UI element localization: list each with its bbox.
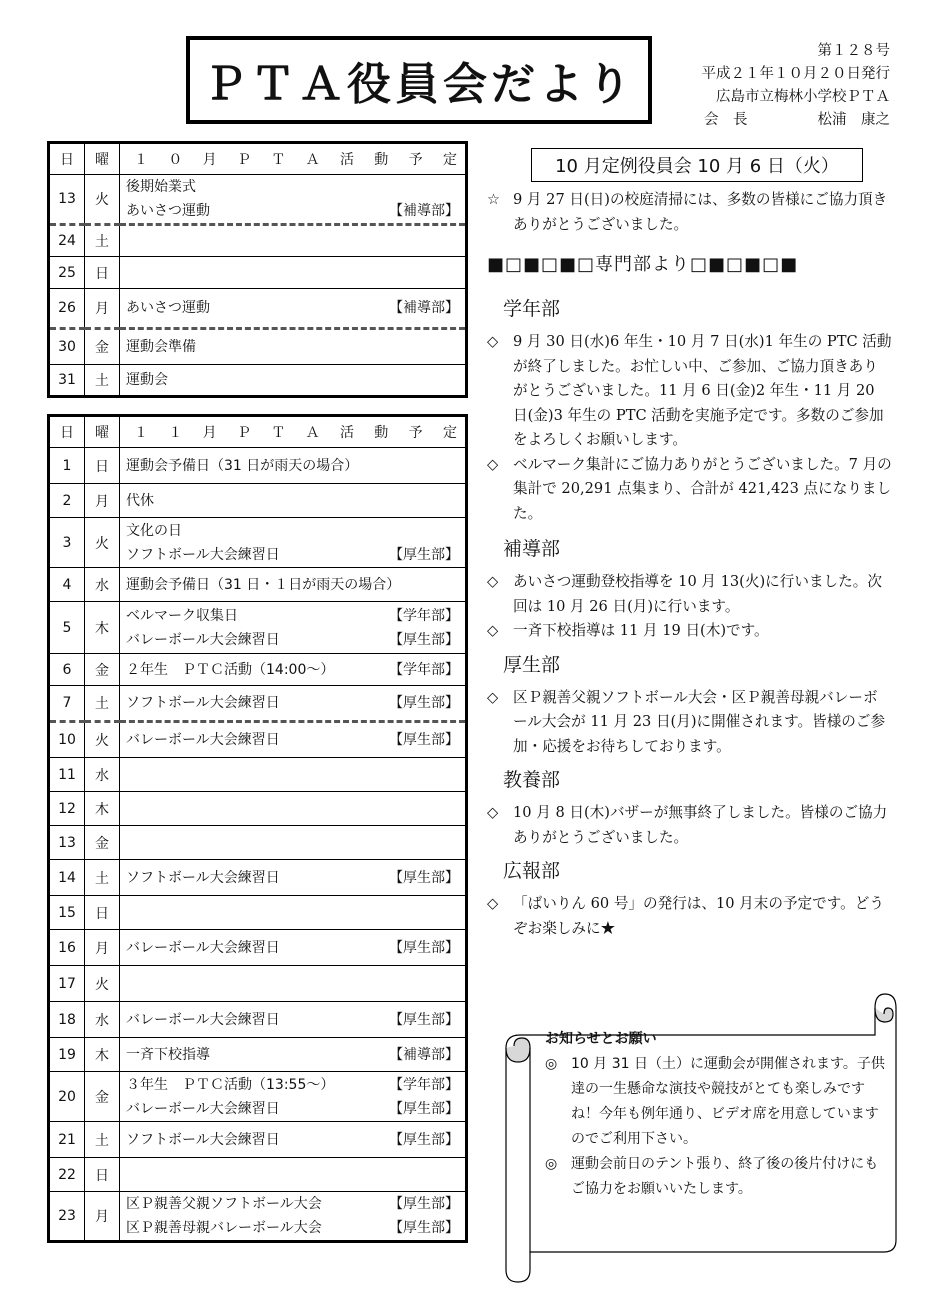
president-label: 会 長 <box>704 112 748 128</box>
title-char: 定 <box>442 152 457 168</box>
day-cell: 6 <box>49 654 85 686</box>
title-char: 動 <box>374 152 389 168</box>
activity-line <box>126 368 459 392</box>
day-cell: 1 <box>49 448 85 484</box>
activity-text: ソフトボール大会練習日 <box>126 1131 280 1148</box>
activity-line <box>126 1043 459 1067</box>
activity-line <box>126 936 459 960</box>
schedule-row <box>49 686 467 722</box>
november-schedule-table <box>47 414 468 1243</box>
weekday-cell: 日 <box>85 896 120 930</box>
notice-item-text: 運動会前日のテント張り、終了後の後片付けにもご協力をお願いいたします。 <box>571 1156 879 1197</box>
schedule-row <box>49 1072 467 1122</box>
weekday-cell: 月 <box>85 930 120 966</box>
day-cell: 23 <box>49 1192 85 1242</box>
weekday-cell: 日 <box>85 257 120 289</box>
activity-line <box>126 335 459 359</box>
weekday-cell: 土 <box>85 860 120 896</box>
diamond-icon: ◇ <box>487 573 499 590</box>
weekday-cell: 金 <box>85 329 120 365</box>
schedule-row <box>49 289 467 329</box>
diamond-icon: ◇ <box>487 455 499 473</box>
activity-text: 区Ｐ親善父親ソフトボール大会 <box>126 1196 322 1212</box>
schedule-row <box>49 1122 467 1158</box>
schedule-row <box>49 896 467 930</box>
activity-line <box>126 1128 459 1152</box>
activity-text: あいさつ運動 <box>126 203 210 219</box>
weekday-cell: 木 <box>85 792 120 826</box>
title-char: １ <box>134 152 148 168</box>
title-char: Ｐ <box>236 425 251 441</box>
day-cell: 2 <box>49 484 85 518</box>
activity-cell <box>120 1038 467 1072</box>
activity-line <box>126 199 459 223</box>
schedule-row <box>49 826 467 860</box>
department-tag: 【厚生部】 <box>389 1100 459 1117</box>
schedule-row <box>49 257 467 289</box>
weekday-cell: 水 <box>85 758 120 792</box>
activity-text: 代休 <box>126 492 154 509</box>
double-circle-icon: ◎ <box>545 1056 558 1072</box>
thanks-note <box>487 188 892 237</box>
department-tag: 【厚生部】 <box>389 1131 459 1148</box>
department-reports <box>487 292 892 941</box>
day-cell: 4 <box>49 568 85 602</box>
activity-line <box>126 175 459 199</box>
president <box>668 109 890 132</box>
title-char: 予 <box>408 425 423 441</box>
notice-item-text: 10 月 31 日（土）に運動会が開催されます。子供達の一生懸命な演技や競技がとても楽しみですね！今年も例年通り、ビデオ席を用意していますのでご利用下さい。 <box>571 1056 885 1147</box>
school-name: 広島市立梅林小学校ＰＴＡ <box>716 89 890 105</box>
activity-cell <box>120 257 467 289</box>
weekday-cell: 土 <box>85 686 120 722</box>
weekday-cell: 火 <box>85 518 120 568</box>
diamond-icon: ◇ <box>487 688 499 706</box>
day-cell: 11 <box>49 758 85 792</box>
day-cell: 10 <box>49 722 85 758</box>
weekday-cell: 金 <box>85 826 120 860</box>
activity-text: ソフトボール大会練習日 <box>126 695 280 711</box>
activity-line <box>126 519 459 543</box>
schedule-row <box>49 1038 467 1072</box>
activity-text: ソフトボール大会練習日 <box>126 546 280 563</box>
activity-cell <box>120 1002 467 1038</box>
report-item <box>487 686 892 760</box>
department-tag: 【補導部】 <box>389 1046 459 1063</box>
day-cell: 22 <box>49 1158 85 1192</box>
department-tag: 【厚生部】 <box>389 732 459 748</box>
weekday-cell: 火 <box>85 722 120 758</box>
activity-cell <box>120 175 467 225</box>
report-text: 10 月 8 日(木)バザーが無事終了しました。皆様のご協力ありがとうございました。 <box>513 804 888 846</box>
day-cell: 5 <box>49 602 85 654</box>
activity-cell <box>120 568 467 602</box>
department-section <box>487 292 892 526</box>
title-char: Ｐ <box>236 152 251 168</box>
report-text: 区Ｐ親善父親ソフトボール大会・区Ｐ親善母親バレーボール大会が 11 月 23 日(月)に開催されます。皆様のご参加・応援をお待ちしております。 <box>513 688 886 755</box>
title-char: ０ <box>168 152 183 168</box>
activity-cell <box>120 225 467 257</box>
activity-cell <box>120 1158 467 1192</box>
activity-line <box>126 1216 459 1240</box>
day-cell: 25 <box>49 257 85 289</box>
double-circle-icon: ◎ <box>545 1156 558 1172</box>
issue-number: 第１２８号 <box>817 43 890 59</box>
activity-cell <box>120 1072 467 1122</box>
day-cell: 12 <box>49 792 85 826</box>
schedule-row <box>49 329 467 365</box>
activity-cell <box>120 896 467 930</box>
day-cell: 18 <box>49 1002 85 1038</box>
weekday-cell: 土 <box>85 1122 120 1158</box>
day-cell: 21 <box>49 1122 85 1158</box>
title-char: 予 <box>408 152 423 168</box>
activity-line <box>126 543 459 567</box>
day-cell: 24 <box>49 225 85 257</box>
activity-cell <box>120 1122 467 1158</box>
president-name: 松浦 康之 <box>817 112 890 128</box>
activity-text: ベルマーク収集日 <box>126 607 238 624</box>
title-char: Ｔ <box>271 425 286 441</box>
notice-item <box>545 1052 885 1152</box>
activity-line <box>126 296 459 320</box>
weekday-cell: 月 <box>85 1192 120 1242</box>
activity-cell <box>120 1192 467 1242</box>
department-section <box>487 532 892 644</box>
title-char: Ｔ <box>271 152 286 168</box>
activity-line <box>126 691 459 715</box>
department-heading: 広報部 <box>503 860 561 882</box>
report-text: 一斉下校指導は 11 月 19 日(木)です。 <box>513 622 769 639</box>
day-cell: 15 <box>49 896 85 930</box>
title-char: 月 <box>202 425 217 441</box>
schedule-row <box>49 448 467 484</box>
diamond-icon: ◇ <box>487 622 499 639</box>
department-tag: 【学年部】 <box>389 661 459 678</box>
activity-cell <box>120 966 467 1002</box>
title-char: 活 <box>339 152 354 168</box>
schedule-row <box>49 365 467 397</box>
activity-line <box>126 604 459 628</box>
newsletter-title-box <box>186 36 652 124</box>
activity-text: バレーボール大会練習日 <box>126 939 280 956</box>
activity-cell <box>120 860 467 896</box>
activity-line <box>126 628 459 652</box>
activity-cell <box>120 365 467 397</box>
weekday-cell: 日 <box>85 1158 120 1192</box>
title-char: 月 <box>202 152 217 168</box>
activity-cell <box>120 654 467 686</box>
activity-text: 運動会 <box>126 372 168 388</box>
activity-cell <box>120 722 467 758</box>
title-char: 活 <box>339 425 354 441</box>
title-char: 定 <box>442 425 457 441</box>
title-char: Ａ <box>305 152 320 168</box>
activity-cell <box>120 930 467 966</box>
schedule-row <box>49 484 467 518</box>
department-tag: 【学年部】 <box>389 1076 459 1093</box>
department-heading: 教養部 <box>503 769 561 791</box>
star-icon: ☆ <box>487 191 501 208</box>
issue-date: 平成２１年１０月２０日発行 <box>701 66 890 82</box>
diamond-icon: ◇ <box>487 804 499 821</box>
weekday-cell: 土 <box>85 225 120 257</box>
activity-line <box>126 489 459 513</box>
department-heading: 厚生部 <box>503 653 561 676</box>
day-cell: 19 <box>49 1038 85 1072</box>
schedule-row <box>49 860 467 896</box>
title-char: １ <box>168 425 183 441</box>
weekday-cell: 火 <box>85 966 120 1002</box>
department-section <box>487 854 892 941</box>
activity-cell <box>120 448 467 484</box>
schedule-row <box>49 1192 467 1242</box>
activity-line <box>126 1097 459 1121</box>
report-item <box>487 801 892 850</box>
activity-text: バレーボール大会練習日 <box>126 1011 280 1028</box>
schedule-row <box>49 518 467 568</box>
activity-text: バレーボール大会練習日 <box>126 631 280 648</box>
diamond-icon: ◇ <box>487 333 499 350</box>
activity-line <box>126 658 459 682</box>
schedule-title-header <box>120 143 467 175</box>
department-heading: 補導部 <box>503 538 561 560</box>
activity-cell <box>120 792 467 826</box>
weekday-cell: 土 <box>85 365 120 397</box>
november-header-row <box>49 416 467 448</box>
day-cell: 13 <box>49 175 85 225</box>
weekday-col-header: 曜 <box>85 143 120 175</box>
schedule-title-header <box>120 416 467 448</box>
activity-line <box>126 1192 459 1216</box>
activity-text: ２年生 ＰＴＣ活動（14:00～） <box>126 661 335 678</box>
weekday-cell: 月 <box>85 484 120 518</box>
report-text: 9 月 30 日(水)6 年生・10 月 7 日(水)1 年生の PTC 活動が終了しました。お忙しい中、ご参加、ご協力頂きありがとうございました。11 月 6 日(金)2 年生・11 月 20 日(金)3 年生の PTC 活動を実施予定です。多数のご参加をよろしくお願いします。 <box>513 333 892 448</box>
day-cell: 7 <box>49 686 85 722</box>
report-text: ベルマーク集計にご協力ありがとうございました。7 月の集計で 20,291 点集まり、合計が 421,423 点になりました。 <box>513 455 892 522</box>
weekday-cell: 日 <box>85 448 120 484</box>
day-cell: 30 <box>49 329 85 365</box>
activity-cell <box>120 758 467 792</box>
activity-text: ソフトボール大会練習日 <box>126 869 280 886</box>
activity-text: バレーボール大会練習日 <box>126 1100 280 1117</box>
notice-item <box>545 1152 885 1202</box>
weekday-cell: 金 <box>85 654 120 686</box>
activity-text: 運動会予備日（31 日が雨天の場合） <box>126 457 359 474</box>
weekday-cell: 火 <box>85 175 120 225</box>
department-tag: 【補導部】 <box>389 203 459 219</box>
day-cell: 20 <box>49 1072 85 1122</box>
day-cell: 31 <box>49 365 85 397</box>
schedule-row <box>49 568 467 602</box>
weekday-cell: 月 <box>85 289 120 329</box>
weekday-cell: 木 <box>85 1038 120 1072</box>
report-text: 「ばいりん 60 号」の発行は、10 月末の予定です。どうぞお楽しみに★ <box>513 895 884 937</box>
activity-line <box>126 454 459 478</box>
activity-text: 文化の日 <box>126 522 182 539</box>
day-col-header: 日 <box>49 416 85 448</box>
day-cell: 26 <box>49 289 85 329</box>
day-cell: 14 <box>49 860 85 896</box>
department-section <box>487 648 892 760</box>
activity-text: バレーボール大会練習日 <box>126 732 280 748</box>
activity-line <box>126 573 459 597</box>
notice-title: お知らせとお願い <box>545 1031 657 1047</box>
october-header-row <box>49 143 467 175</box>
report-item <box>487 453 892 527</box>
department-tag: 【厚生部】 <box>389 869 459 886</box>
activity-cell <box>120 484 467 518</box>
department-tag: 【学年部】 <box>389 607 459 624</box>
activity-cell <box>120 518 467 568</box>
weekday-col-header: 曜 <box>85 416 120 448</box>
activity-cell <box>120 602 467 654</box>
weekday-cell: 水 <box>85 1002 120 1038</box>
department-tag: 【厚生部】 <box>389 1220 459 1236</box>
department-tag: 【厚生部】 <box>389 1011 459 1028</box>
schedule-row <box>49 175 467 225</box>
activity-cell <box>120 826 467 860</box>
schedule-row <box>49 792 467 826</box>
activity-cell <box>120 329 467 365</box>
schedule-row <box>49 966 467 1002</box>
report-item <box>487 330 892 453</box>
activity-text: 後期始業式 <box>126 179 196 195</box>
schedule-row <box>49 225 467 257</box>
activity-line <box>126 728 459 752</box>
weekday-cell: 水 <box>85 568 120 602</box>
schedule-row <box>49 654 467 686</box>
schedule-row <box>49 930 467 966</box>
activity-text: 運動会準備 <box>126 339 196 355</box>
activity-text: 一斉下校指導 <box>126 1046 210 1063</box>
activity-text: ３年生 ＰＴＣ活動（13:55～） <box>126 1076 335 1093</box>
department-section <box>487 763 892 850</box>
department-tag: 【厚生部】 <box>389 546 459 563</box>
day-cell: 3 <box>49 518 85 568</box>
day-cell: 13 <box>49 826 85 860</box>
department-tag: 【補導部】 <box>389 300 459 316</box>
day-cell: 16 <box>49 930 85 966</box>
department-tag: 【厚生部】 <box>389 631 459 648</box>
report-item <box>487 619 892 644</box>
day-cell: 17 <box>49 966 85 1002</box>
notice-box <box>545 1027 885 1202</box>
weekday-cell: 金 <box>85 1072 120 1122</box>
report-text: あいさつ運動登校指導を 10 月 13(火)に行いました。次回は 10 月 26 日(月)に行います。 <box>513 573 882 615</box>
meeting-title: 10 月定例役員会 10 月 6 日（火） <box>531 148 863 182</box>
schedule-row <box>49 602 467 654</box>
activity-line <box>126 1073 459 1097</box>
activity-line <box>126 866 459 890</box>
department-heading: 学年部 <box>503 298 561 320</box>
department-tag: 【厚生部】 <box>389 695 459 711</box>
departments-banner: ■□■□■□専門部より□■□■□■ <box>487 254 799 275</box>
report-item <box>487 892 892 941</box>
report-item <box>487 570 892 619</box>
weekday-cell: 木 <box>85 602 120 654</box>
schedule-row <box>49 722 467 758</box>
department-tag: 【厚生部】 <box>389 1196 459 1212</box>
newsletter-title: ＰＴＡ役員会だより <box>203 59 635 110</box>
schedule-row <box>49 758 467 792</box>
day-col-header: 日 <box>49 143 85 175</box>
schedule-row <box>49 1158 467 1192</box>
activity-text: あいさつ運動 <box>126 300 210 316</box>
october-schedule-table <box>47 141 468 398</box>
diamond-icon: ◇ <box>487 895 499 912</box>
schedule-row <box>49 1002 467 1038</box>
title-char: 動 <box>374 425 389 441</box>
title-char: Ａ <box>305 425 320 441</box>
activity-text: 区Ｐ親善母親バレーボール大会 <box>126 1220 322 1236</box>
activity-cell <box>120 289 467 329</box>
department-tag: 【厚生部】 <box>389 939 459 956</box>
issue-info <box>668 40 890 132</box>
activity-line <box>126 1008 459 1032</box>
activity-text: 運動会予備日（31 日・１日が雨天の場合） <box>126 576 401 593</box>
title-char: １ <box>134 425 148 441</box>
activity-cell <box>120 686 467 722</box>
thanks-text: 9 月 27 日(日)の校庭清掃には、多数の皆様にご協力頂きありがとうございました。 <box>513 191 888 233</box>
